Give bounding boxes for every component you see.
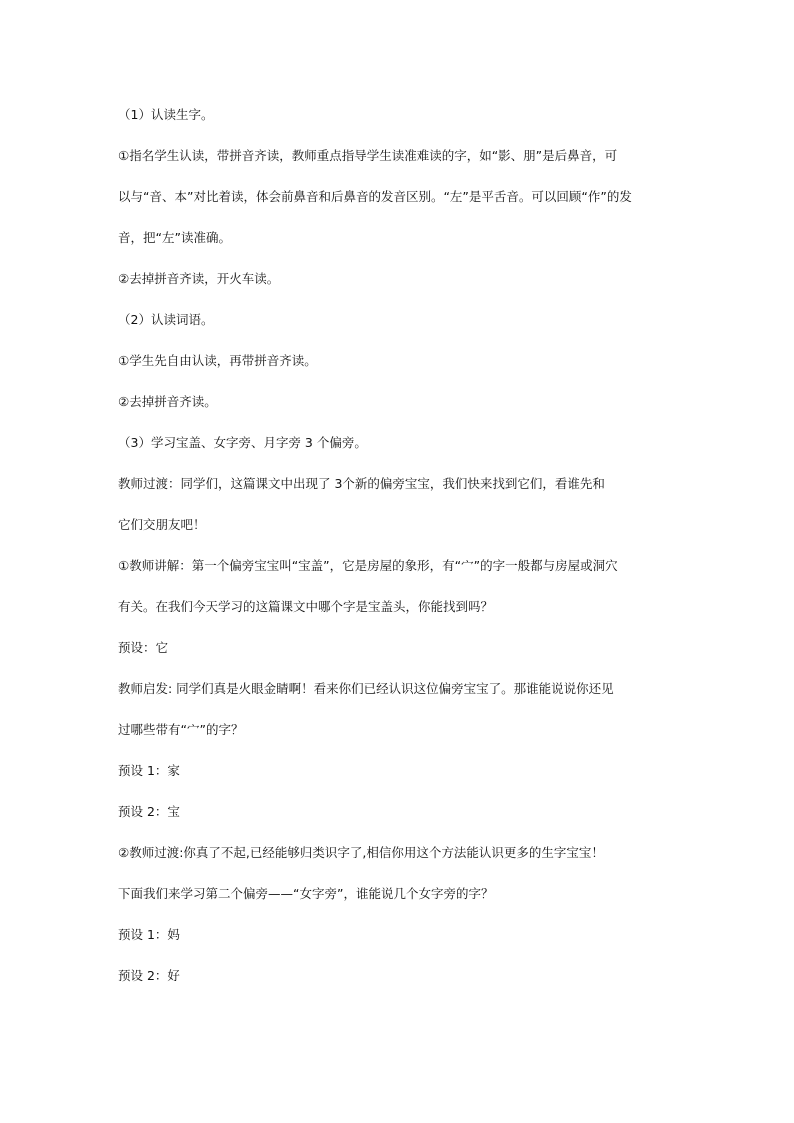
paragraph-line: 下面我们来学习第二个偏旁——“女字旁”，谁能说几个女字旁的字？ [118,886,494,901]
paragraph-line: 预设 2：好 [118,968,180,983]
paragraph-line: 预设 1：家 [118,763,180,778]
paragraph-line: ②去掉拼音齐读，开火车读。 [118,271,280,286]
paragraph-line: ②去掉拼音齐读。 [118,394,217,409]
paragraph-line: 它们交朋友吧！ [118,517,206,532]
paragraph-line: 音，把“左”读准确。 [118,230,231,245]
paragraph-line: 有关。在我们今天学习的这篇课文中哪个字是宝盖头，你能找到吗？ [118,599,494,614]
document-body [118,105,678,986]
paragraph-line: 教师启发: 同学们真是火眼金睛啊！看来你们已经认识这位偏旁宝宝了。那谁能说说你还见 [118,681,614,696]
paragraph-line: 预设：它 [118,640,169,655]
paragraph-line: 以与“音、本”对比着读，体会前鼻音和后鼻音的发音区别。“左”是平舌音。可以回顾“作”的发 [118,189,632,204]
paragraph-line: ①指名学生认读，带拼音齐读，教师重点指导学生读准难读的字，如“影、朋”是后鼻音，可 [118,148,618,163]
section-heading-radicals: （3）学习宝盖、女字旁、月字旁 3 个偏旁。 [118,435,367,450]
section-heading-recognize-characters: （1）认读生字。 [118,107,214,122]
paragraph-line: ②教师过渡:你真了不起,已经能够归类识字了,相信你用这个方法能认识更多的生字宝宝！ [118,845,604,860]
paragraph-line: 预设 1：妈 [118,927,180,942]
section-heading-recognize-words: （2）认读词语。 [118,312,214,327]
paragraph-line: 预设 2：宝 [118,804,180,819]
paragraph-line: 过哪些带有“宀”的字？ [118,722,244,737]
paragraph-line: ①教师讲解：第一个偏旁宝宝叫“宝盖”，它是房屋的象形，有“宀”的字一般都与房屋或洞穴 [118,558,618,573]
paragraph-line: ①学生先自由认读，再带拼音齐读。 [118,353,317,368]
paragraph-line: 教师过渡：同学们，这篇课文中出现了 3个新的偏旁宝宝，我们快来找到它们，看谁先和 [118,476,605,491]
